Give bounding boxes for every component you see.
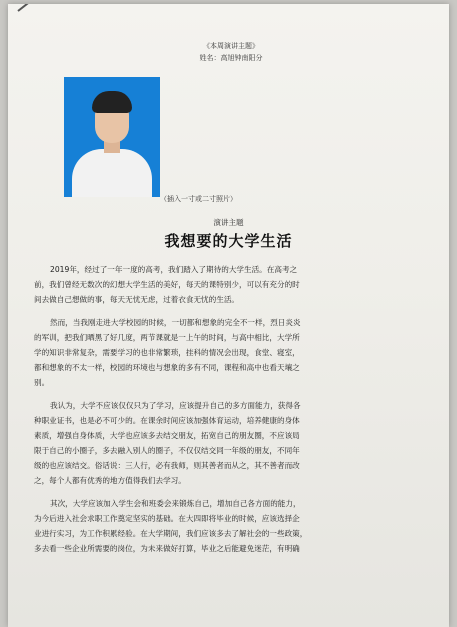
id-photo xyxy=(64,77,160,197)
paragraph-line: 学的知识非常复杂，需要学习的也非常繁琐，挂科的情况会出现，食堂、寝室， xyxy=(34,348,300,357)
paragraph-line: 多去看一些企业所需要的岗位，为未来做好打算，毕业之后能避免迷茫，有明确 xyxy=(34,544,300,553)
paragraph-line: 然而，当我刚走进大学校园的时候，一切都和想象的完全不一样，烈日炎炎 xyxy=(50,318,301,327)
document-page xyxy=(8,4,449,627)
paragraph-line: 2019年，经过了一年一度的高考，我们踏入了期待的大学生活。在高考之 xyxy=(50,265,298,274)
topic-header: 《本周演讲主题》 xyxy=(203,42,259,50)
speech-topic-label: 演讲主题 xyxy=(213,218,244,227)
paragraph-line: 前，我们曾经无数次的幻想大学生活的美好，每天的课特别少，可以有充分的时 xyxy=(34,280,300,289)
paragraph-line: 种职业证书，也是必不可少的。在课余时间应该加强体育运动，培养健康的身体 xyxy=(34,416,300,425)
paragraph-line: 别。 xyxy=(34,378,50,387)
paragraph-line: 级的也应该结交。俗话说：三人行，必有我师，则其善者而从之，其不善者而改 xyxy=(34,461,300,470)
pencil-mark xyxy=(17,4,36,12)
photo-shirt xyxy=(72,149,152,197)
paragraph-line: 其次，大学应该加入学生会和班委会来锻炼自己，增加自己各方面的能力， xyxy=(50,499,301,508)
photo-hair xyxy=(92,91,132,113)
paragraph-line: 我认为，大学不应该仅仅只为了学习，应该提升自己的多方面能力，获得各 xyxy=(50,401,301,410)
paragraph-line: 素质，增强自身体质，大学也应该多去结交朋友，拓宽自己的朋友圈，不应该局 xyxy=(34,431,300,440)
paragraph-gap xyxy=(34,390,430,398)
paragraph-line: 为今后进入社会求职工作奠定坚实的基础。在大四即将毕业的时候，应该选择企 xyxy=(34,514,300,523)
paragraph-line: 的军训，把我们晒黑了好几度，两节课就是一上午的时间，与高中相比，大学所 xyxy=(34,333,300,342)
paragraph-line: 业进行实习，为工作积累经验。在大学期间，我们应该多去了解社会的一些政策， xyxy=(34,529,308,538)
speech-title: 我想要的大学生活 xyxy=(164,232,293,250)
header-block xyxy=(176,40,286,64)
speech-body xyxy=(34,262,430,556)
paragraph-line: 都和想象的不太一样，校园的环境也与想象的多有不同，课程和高中也看天壤之 xyxy=(34,363,300,372)
paragraph-line: 之，每个人都有优秀的地方值得我们去学习。 xyxy=(34,476,186,485)
name-field: 姓名：高旭钟南阳分 xyxy=(199,54,263,62)
paragraph-gap xyxy=(34,307,430,315)
photo-caption: （插入一寸或二寸照片） xyxy=(160,195,237,203)
paragraph-line: 间去做自己想做的事，每天无忧无虑，过着衣食无忧的生活。 xyxy=(34,295,240,304)
paragraph-gap xyxy=(34,488,430,496)
paragraph-line: 限于自己的小圈子，多去融入别人的圈子，不仅仅结交同一年级的朋友，不同年 xyxy=(34,446,300,455)
